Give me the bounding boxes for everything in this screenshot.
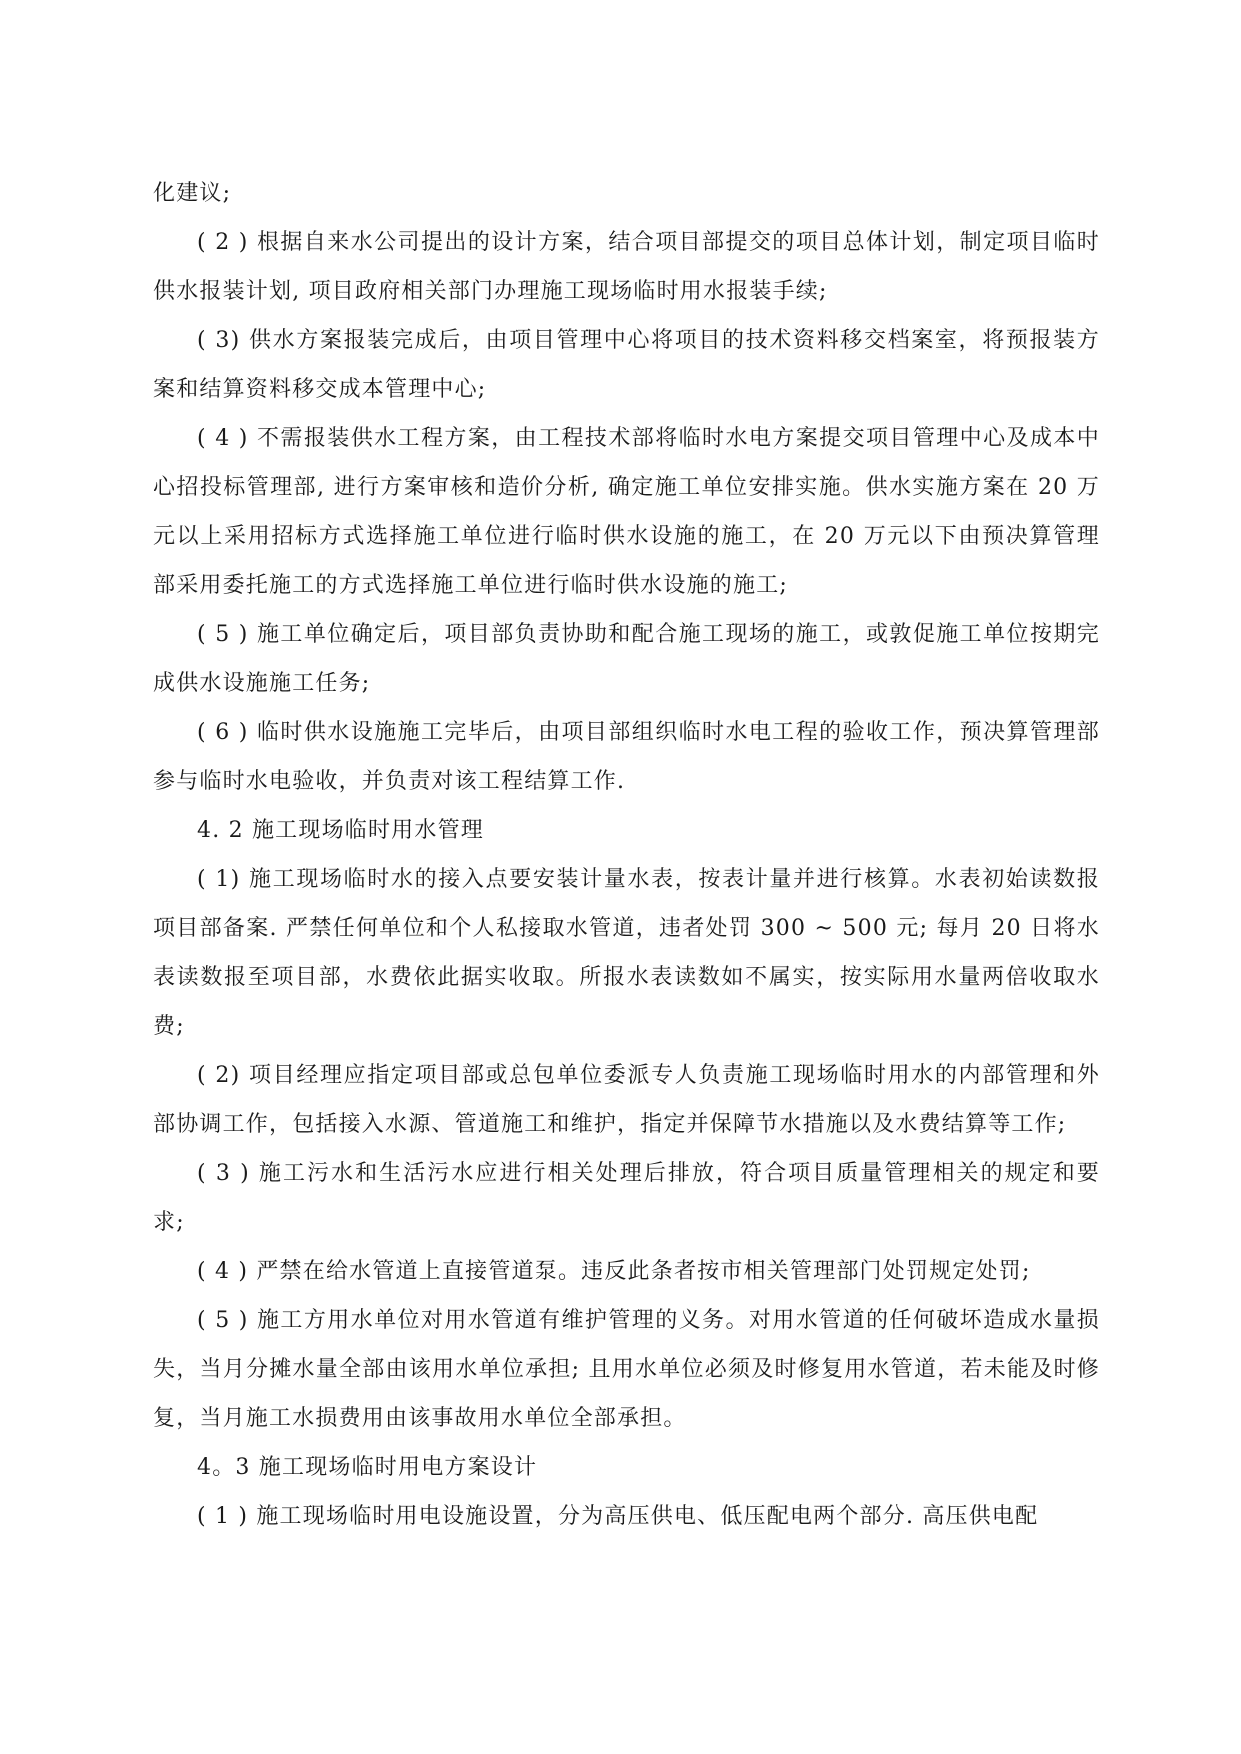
paragraph-item-5: ( 5 ) 施工单位确定后，项目部负责协助和配合施工现场的施工，或敦促施工单位按期完成供水设施施工任务;: [153, 622, 1100, 696]
section-heading-4-3: 4。3 施工现场临时用电方案设计: [197, 1455, 538, 1480]
section-heading-4-2: 4. 2 施工现场临时用水管理: [197, 818, 484, 843]
paragraph-item-2: ( 2 ) 根据自来水公司提出的设计方案，结合项目部提交的项目总体计划，制定项目临时供水报装计划, 项目政府相关部门办理施工现场临时用水报装手续;: [153, 230, 1100, 304]
paragraph-item-4: ( 4 ) 不需报装供水工程方案，由工程技术部将临时水电方案提交项目管理中心及成本中心招投标管理部, 进行方案审核和造价分析, 确定施工单位安排实施。供水实施方案在 20 万元以上采用招标方式选择施工单位进行临时供水设施的施工，在 20 万元以下由预决算管理部采用委托施工的方式选择施工单位进行临时供水设施的施工;: [153, 426, 1100, 598]
paragraph-water-2: ( 2) 项目经理应指定项目部或总包单位委派专人负责施工现场临时用水的内部管理和外部协调工作，包括接入水源、管道施工和维护，指定并保障节水措施以及水费结算等工作;: [153, 1063, 1100, 1137]
paragraph-item-3: ( 3) 供水方案报装完成后，由项目管理中心将项目的技术资料移交档案室，将预报装方案和结算资料移交成本管理中心;: [153, 328, 1100, 402]
paragraph-water-1: ( 1) 施工现场临时水的接入点要安装计量水表，按表计量并进行核算。水表初始读数报项目部备案. 严禁任何单位和个人私接取水管道，违者处罚 300 ~ 500 元; 每月 20 日将水表读数报至项目部，水费依此据实收取。所报水表读数如不属实，按实际用水量两倍收取水费;: [153, 867, 1100, 1039]
paragraph-item-6: ( 6 ) 临时供水设施施工完毕后，由项目部组织临时水电工程的验收工作，预决算管理部参与临时水电验收，并负责对该工程结算工作.: [153, 720, 1100, 794]
paragraph-power-1: ( 1 ) 施工现场临时用电设施设置，分为高压供电、低压配电两个部分. 高压供电配: [197, 1504, 1039, 1529]
paragraph-water-4: ( 4 ) 严禁在给水管道上直接管道泵。违反此条者按市相关管理部门处罚规定处罚;: [197, 1259, 1031, 1284]
paragraph-water-5: ( 5 ) 施工方用水单位对用水管道有维护管理的义务。对用水管道的任何破坏造成水量损失，当月分摊水量全部由该用水单位承担; 且用水单位必须及时修复用水管道，若未能及时修复，当月施工水损费用由该事故用水单位全部承担。: [153, 1308, 1100, 1431]
paragraph-water-3: ( 3 ) 施工污水和生活污水应进行相关处理后排放，符合项目质量管理相关的规定和要求;: [153, 1161, 1100, 1235]
paragraph-continuation: 化建议;: [153, 181, 232, 206]
